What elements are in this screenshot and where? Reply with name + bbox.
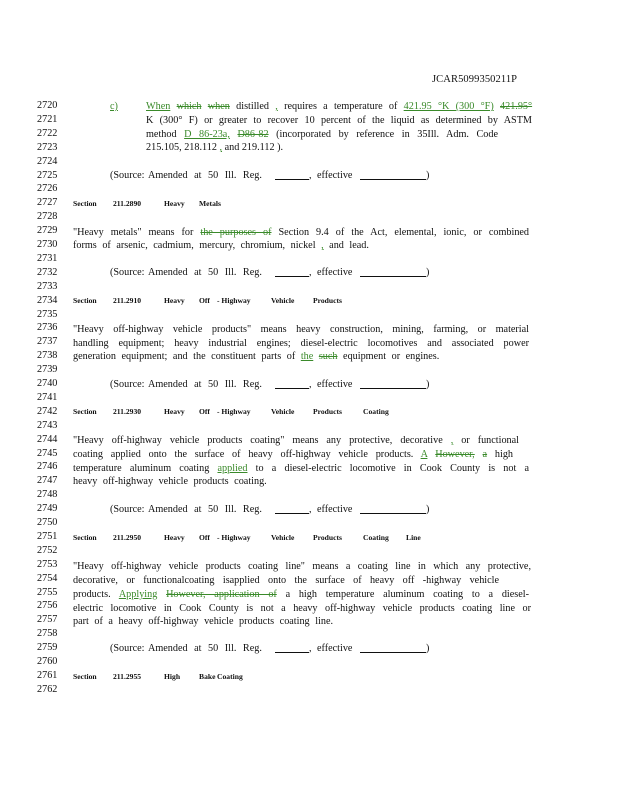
offhwy-products-line-3 <box>73 351 439 363</box>
body-text: coating applied onto the surface of heavy off-highway vehicle products. <box>73 449 414 460</box>
section-title-word: Vehicle <box>271 296 295 305</box>
deleted-text: However, <box>435 449 475 460</box>
line-number: 2728 <box>37 211 58 223</box>
body-text: 215.105, 218.112 <box>146 142 217 153</box>
line-number: 2740 <box>37 378 58 389</box>
source-blank-1 <box>275 267 309 277</box>
section-title-word: Heavy <box>164 296 185 305</box>
deleted-text: a <box>482 449 488 460</box>
section-word: Section <box>73 407 97 416</box>
offhwy-coating-line-3 <box>73 462 529 476</box>
inserted-text: the <box>300 351 314 362</box>
section-title-word: - Highway <box>217 533 251 542</box>
section-title-word: High <box>164 672 181 681</box>
line-number: 2761 <box>37 669 58 681</box>
source-suffix: ) <box>426 267 430 278</box>
body-text: Section 9.4 of the Act, elemental, ionic, or combined <box>278 227 530 238</box>
inserted-text: applied <box>217 463 248 474</box>
line-number: 2722 <box>37 127 58 139</box>
item-label <box>110 101 118 113</box>
source-comma: , <box>309 379 312 390</box>
line-number: 2762 <box>37 683 58 695</box>
body-text: equipment or engines. <box>343 351 440 362</box>
offhwy-line-line-5: part of a heavy off-highway vehicle products coating line. <box>73 616 334 627</box>
source-prefix: (Source: <box>110 504 145 515</box>
source-effective: effective <box>317 267 353 278</box>
section-number: 211.2890 <box>113 199 142 208</box>
deleted-text: However, application of <box>166 589 277 600</box>
offhwy-coating-line-2 <box>73 448 513 462</box>
line-number: 2744 <box>37 433 58 445</box>
body-text: "Heavy off-highway vehicle products coating" means any protective, decorative <box>73 435 443 446</box>
source-suffix: ) <box>426 379 430 390</box>
section-title-word: - Highway <box>217 407 251 416</box>
body-text: temperature aluminum coating <box>73 463 210 474</box>
body-text: requires a temperature of <box>284 101 398 112</box>
source-comma: , <box>309 267 312 278</box>
line-number: 2755 <box>37 586 58 598</box>
body-text: to a diesel-electric locomotive in Cook County is not a <box>255 463 530 474</box>
line-number: 2748 <box>37 489 58 501</box>
line-number: 2756 <box>37 600 58 612</box>
section-title-word: Products <box>313 533 342 542</box>
source-blank-2 <box>360 504 426 514</box>
inserted-text: , <box>450 435 454 446</box>
heavy-metals-line-1 <box>73 226 529 240</box>
section-title-word: Coating <box>363 407 389 416</box>
line-number: 2736 <box>37 322 58 334</box>
line-number: 2735 <box>37 308 58 320</box>
inserted-text: When <box>146 101 171 112</box>
line-number: 2757 <box>37 614 58 626</box>
section-title-word: Products <box>313 296 342 305</box>
line-number: 2751 <box>37 530 58 542</box>
section-title-word: Vehicle <box>271 533 295 542</box>
line-number: 2723 <box>37 141 58 153</box>
source-effective: effective <box>317 504 353 515</box>
section-title-word: Products <box>313 407 342 416</box>
body-text: products. <box>73 589 111 600</box>
line-number: 2743 <box>37 419 58 431</box>
section-title-word: Heavy <box>164 407 185 416</box>
line-number: 2726 <box>37 183 58 195</box>
section-title-word: Coating <box>217 672 243 681</box>
section-title-word: Vehicle <box>271 407 295 416</box>
section-number: 211.2955 <box>113 672 142 681</box>
inserted-text: Applying <box>118 589 158 600</box>
offhwy-coating-line-1 <box>73 434 519 448</box>
source-amended: Amended at 50 Ill. Reg. <box>148 643 262 654</box>
body-text: high <box>494 449 514 460</box>
section-title-word: Bake <box>199 672 216 681</box>
body-text: a high temperature aluminum coating to a diesel- <box>285 589 529 600</box>
source-prefix: (Source: <box>110 643 145 654</box>
offhwy-coating-line-4: heavy off-highway vehicle products coating. <box>73 476 267 487</box>
source-blank-1 <box>275 504 309 514</box>
section-number: 211.2930 <box>113 407 142 416</box>
section-title-word: Metals <box>199 199 221 208</box>
line-number: 2738 <box>37 350 58 362</box>
line-number: 2760 <box>37 656 58 667</box>
inserted-text: , <box>321 240 324 251</box>
line-number: 2730 <box>37 239 58 250</box>
line-number: 2727 <box>37 197 58 209</box>
deleted-text: which <box>176 101 202 112</box>
line-number: 2734 <box>37 294 58 306</box>
body-text: and lead. <box>329 240 369 251</box>
source-prefix: (Source: <box>110 170 145 181</box>
line-number: 2731 <box>37 252 58 264</box>
source-amended: Amended at 50 Ill. Reg. <box>148 504 262 515</box>
line-number: 2733 <box>37 280 58 292</box>
section-number: 211.2950 <box>113 533 142 542</box>
section-word: Section <box>73 533 97 542</box>
line-number: 2752 <box>37 544 58 556</box>
section-title-word: Off <box>199 407 210 416</box>
line-number: 2742 <box>37 405 58 417</box>
source-blank-2 <box>360 643 426 653</box>
line-number: 2724 <box>37 155 58 167</box>
source-effective: effective <box>317 379 353 390</box>
line-number: 2747 <box>37 475 58 487</box>
body-text: or functional <box>461 435 519 446</box>
line-number: 2721 <box>37 113 58 125</box>
section-word: Section <box>73 296 97 305</box>
section-word: Section <box>73 672 97 681</box>
source-blank-1 <box>275 643 309 653</box>
line-number: 2746 <box>37 461 58 473</box>
para-c-line-3 <box>146 128 498 142</box>
line-number: 2753 <box>37 558 58 570</box>
inserted-text: D 86-23a, <box>184 129 230 140</box>
body-text: method <box>146 129 177 140</box>
body-text: "Heavy metals" means for <box>73 227 194 238</box>
section-number: 211.2910 <box>113 296 142 305</box>
source-effective: effective <box>317 170 353 181</box>
section-title-word: Heavy <box>164 533 185 542</box>
line-number: 2720 <box>37 100 58 111</box>
deleted-text: D86-82 <box>237 129 269 140</box>
line-number: 2741 <box>37 391 58 403</box>
source-comma: , <box>309 643 312 654</box>
deleted-text: such <box>318 351 338 362</box>
line-number: 2737 <box>37 336 58 348</box>
source-suffix: ) <box>426 504 430 515</box>
body-text: (incorporated by reference in 35Ill. Adm. Code <box>276 129 499 140</box>
inserted-text: A <box>420 449 428 460</box>
source-blank-1 <box>275 170 309 180</box>
line-number: 2725 <box>37 169 58 181</box>
source-blank-2 <box>360 267 426 277</box>
source-blank-1 <box>275 379 309 389</box>
source-amended: Amended at 50 Ill. Reg. <box>148 379 262 390</box>
line-number: 2732 <box>37 266 58 278</box>
source-suffix: ) <box>426 643 430 654</box>
document-id: JCAR5099350211P <box>432 74 518 85</box>
section-title-word: Heavy <box>164 199 185 208</box>
item-label-text: c) <box>110 101 118 112</box>
source-comma: , <box>309 170 312 181</box>
inserted-text: , <box>275 101 278 112</box>
line-number: 2759 <box>37 642 58 654</box>
deleted-text: the purposes of <box>200 227 272 238</box>
deleted-text: when <box>207 101 230 112</box>
para-c-line-1 <box>146 100 532 114</box>
line-number: 2758 <box>37 628 58 640</box>
line-number: 2729 <box>37 225 58 237</box>
source-effective: effective <box>317 643 353 654</box>
source-comma: , <box>309 504 312 515</box>
offhwy-products-line-2: handling equipment; heavy industrial engines; diesel-electric locomotives and associated power <box>73 338 529 349</box>
section-title-word: Off <box>199 533 210 542</box>
section-title-word: Line <box>406 533 421 542</box>
section-title-word: Coating <box>363 533 389 542</box>
offhwy-line-line-4: electric locomotive in Cook County is not a heavy off-highway vehicle products coating line or <box>73 603 531 614</box>
line-number: 2745 <box>37 447 58 459</box>
source-amended: Amended at 50 Ill. Reg. <box>148 267 262 278</box>
source-prefix: (Source: <box>110 379 145 390</box>
body-text: forms of arsenic, cadmium, mercury, chromium, nickel <box>73 240 316 251</box>
source-suffix: ) <box>426 170 430 181</box>
inserted-text: 421.95 °K (300 °F) <box>403 101 494 112</box>
source-blank-2 <box>360 170 426 180</box>
body-text: and 219.112 ). <box>224 142 284 153</box>
offhwy-line-line-1: "Heavy off-highway vehicle products coating line" means a coating line in which any protective, <box>73 561 531 572</box>
section-word: Section <box>73 199 97 208</box>
offhwy-line-line-2: decorative, or functionalcoating isapplied onto the surface of heavy off -highway vehicle <box>73 575 499 586</box>
source-amended: Amended at 50 Ill. Reg. <box>148 170 262 181</box>
heavy-metals-line-2 <box>73 240 369 252</box>
section-title-word: - Highway <box>217 296 251 305</box>
source-prefix: (Source: <box>110 267 145 278</box>
line-number: 2750 <box>37 517 58 528</box>
line-number: 2739 <box>37 364 58 376</box>
offhwy-products-line-1: "Heavy off-highway vehicle products" means heavy construction, mining, farming, or material <box>73 324 529 335</box>
deleted-text: 421.95° <box>500 101 533 112</box>
section-title-word: Off <box>199 296 210 305</box>
line-number: 2754 <box>37 572 58 584</box>
offhwy-line-line-3 <box>73 588 529 602</box>
body-text: distilled <box>236 101 269 112</box>
line-number: 2749 <box>37 503 58 515</box>
para-c-line-2: K (300° F) or greater to recover 10 percent of the liquid as determined by ASTM <box>146 115 532 126</box>
body-text: generation equipment; and the constituent parts of <box>73 351 296 362</box>
source-blank-2 <box>360 379 426 389</box>
para-c-line-4 <box>146 142 283 154</box>
inserted-text: , <box>219 142 223 153</box>
